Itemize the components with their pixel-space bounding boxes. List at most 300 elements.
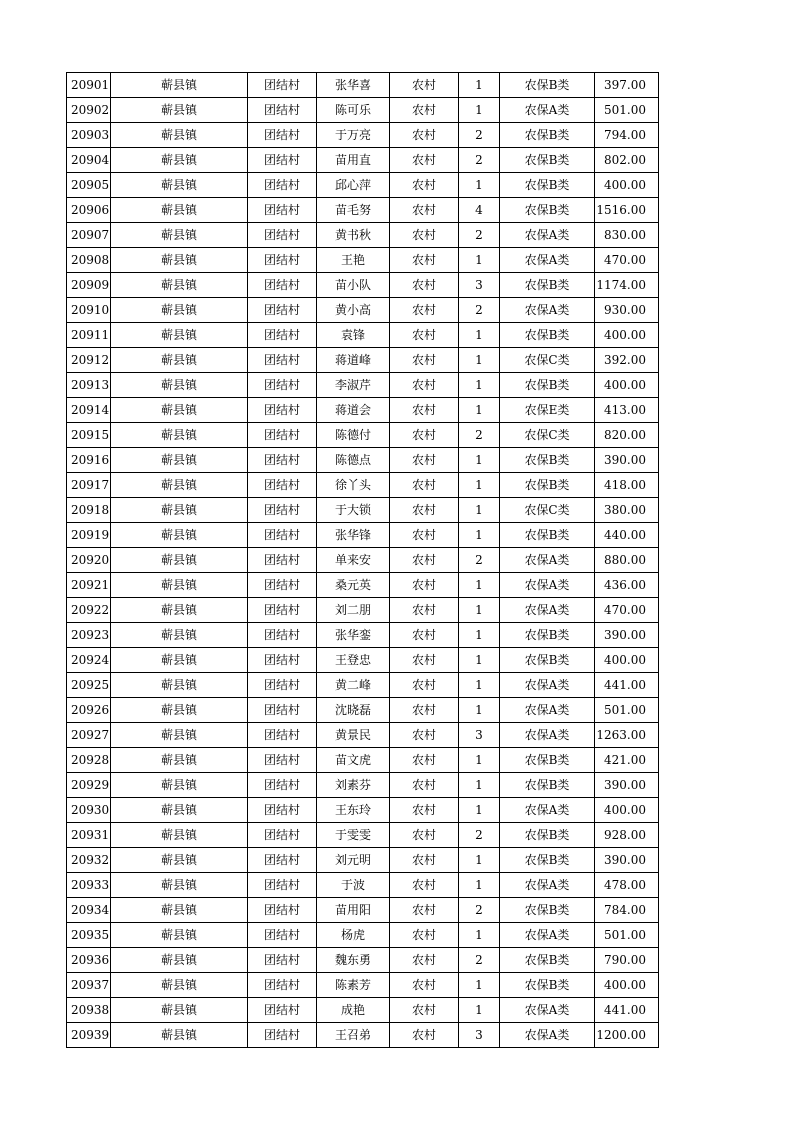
table-row — [67, 323, 659, 348]
category-cell: 农保C类 — [500, 348, 595, 373]
village-cell: 团结村 — [248, 448, 317, 473]
name-cell: 于波 — [317, 873, 390, 898]
household-type-cell: 农村 — [390, 498, 459, 523]
table-body — [67, 73, 659, 1048]
table-row — [67, 123, 659, 148]
category-cell: 农保A类 — [500, 248, 595, 273]
village-cell: 团结村 — [248, 523, 317, 548]
person-count-cell: 1 — [459, 473, 500, 498]
village-cell: 团结村 — [248, 898, 317, 923]
amount-cell: 830.00 — [595, 223, 659, 248]
village-cell: 团结村 — [248, 923, 317, 948]
person-count-cell: 2 — [459, 898, 500, 923]
household-type-cell: 农村 — [390, 923, 459, 948]
category-cell: 农保B类 — [500, 323, 595, 348]
person-count-cell: 2 — [459, 298, 500, 323]
person-count-cell: 1 — [459, 498, 500, 523]
person-count-cell: 2 — [459, 223, 500, 248]
town-cell: 蕲县镇 — [111, 73, 248, 98]
amount-cell: 421.00 — [595, 748, 659, 773]
category-cell: 农保A类 — [500, 1023, 595, 1048]
table-row — [67, 423, 659, 448]
household-type-cell: 农村 — [390, 423, 459, 448]
village-cell: 团结村 — [248, 148, 317, 173]
town-cell: 蕲县镇 — [111, 348, 248, 373]
household-type-cell: 农村 — [390, 348, 459, 373]
name-cell: 黄小高 — [317, 298, 390, 323]
person-count-cell: 2 — [459, 548, 500, 573]
category-cell: 农保A类 — [500, 598, 595, 623]
name-cell: 杨虎 — [317, 923, 390, 948]
table-row — [67, 273, 659, 298]
village-cell: 团结村 — [248, 573, 317, 598]
person-count-cell: 1 — [459, 73, 500, 98]
town-cell: 蕲县镇 — [111, 198, 248, 223]
village-cell: 团结村 — [248, 673, 317, 698]
id-cell: 20937 — [67, 973, 111, 998]
town-cell: 蕲县镇 — [111, 823, 248, 848]
id-cell: 20922 — [67, 598, 111, 623]
amount-cell: 390.00 — [595, 623, 659, 648]
town-cell: 蕲县镇 — [111, 398, 248, 423]
category-cell: 农保A类 — [500, 723, 595, 748]
village-cell: 团结村 — [248, 473, 317, 498]
id-cell: 20901 — [67, 73, 111, 98]
name-cell: 刘元明 — [317, 848, 390, 873]
village-cell: 团结村 — [248, 773, 317, 798]
id-cell: 20909 — [67, 273, 111, 298]
amount-cell: 794.00 — [595, 123, 659, 148]
category-cell: 农保B类 — [500, 648, 595, 673]
name-cell: 黄书秋 — [317, 223, 390, 248]
table-row — [67, 198, 659, 223]
table-row — [67, 98, 659, 123]
table-row — [67, 473, 659, 498]
id-cell: 20936 — [67, 948, 111, 973]
person-count-cell: 1 — [459, 348, 500, 373]
village-cell: 团结村 — [248, 1023, 317, 1048]
village-cell: 团结村 — [248, 973, 317, 998]
person-count-cell: 1 — [459, 648, 500, 673]
amount-cell: 400.00 — [595, 648, 659, 673]
table-row — [67, 973, 659, 998]
town-cell: 蕲县镇 — [111, 548, 248, 573]
category-cell: 农保B类 — [500, 848, 595, 873]
category-cell: 农保B类 — [500, 748, 595, 773]
amount-cell: 1200.00 — [595, 1023, 659, 1048]
amount-cell: 436.00 — [595, 573, 659, 598]
household-type-cell: 农村 — [390, 248, 459, 273]
table-row — [67, 748, 659, 773]
household-type-cell: 农村 — [390, 898, 459, 923]
category-cell: 农保B类 — [500, 973, 595, 998]
category-cell: 农保B类 — [500, 473, 595, 498]
name-cell: 王登忠 — [317, 648, 390, 673]
household-type-cell: 农村 — [390, 973, 459, 998]
person-count-cell: 3 — [459, 723, 500, 748]
person-count-cell: 1 — [459, 623, 500, 648]
table-row — [67, 848, 659, 873]
person-count-cell: 1 — [459, 973, 500, 998]
village-cell: 团结村 — [248, 273, 317, 298]
amount-cell: 1263.00 — [595, 723, 659, 748]
town-cell: 蕲县镇 — [111, 848, 248, 873]
category-cell: 农保C类 — [500, 498, 595, 523]
name-cell: 苗用直 — [317, 148, 390, 173]
town-cell: 蕲县镇 — [111, 573, 248, 598]
town-cell: 蕲县镇 — [111, 223, 248, 248]
id-cell: 20919 — [67, 523, 111, 548]
id-cell: 20928 — [67, 748, 111, 773]
name-cell: 袁锋 — [317, 323, 390, 348]
village-cell: 团结村 — [248, 123, 317, 148]
household-type-cell: 农村 — [390, 148, 459, 173]
town-cell: 蕲县镇 — [111, 598, 248, 623]
village-cell: 团结村 — [248, 823, 317, 848]
person-count-cell: 1 — [459, 98, 500, 123]
table-row — [67, 873, 659, 898]
person-count-cell: 2 — [459, 123, 500, 148]
table-row — [67, 648, 659, 673]
name-cell: 魏东勇 — [317, 948, 390, 973]
village-cell: 团结村 — [248, 373, 317, 398]
table-row — [67, 948, 659, 973]
id-cell: 20934 — [67, 898, 111, 923]
category-cell: 农保B类 — [500, 823, 595, 848]
name-cell: 黄景民 — [317, 723, 390, 748]
id-cell: 20910 — [67, 298, 111, 323]
person-count-cell: 2 — [459, 423, 500, 448]
village-cell: 团结村 — [248, 548, 317, 573]
amount-cell: 880.00 — [595, 548, 659, 573]
category-cell: 农保E类 — [500, 398, 595, 423]
amount-cell: 390.00 — [595, 773, 659, 798]
village-cell: 团结村 — [248, 323, 317, 348]
village-cell: 团结村 — [248, 498, 317, 523]
id-cell: 20930 — [67, 798, 111, 823]
town-cell: 蕲县镇 — [111, 948, 248, 973]
name-cell: 桑元英 — [317, 573, 390, 598]
village-cell: 团结村 — [248, 423, 317, 448]
amount-cell: 501.00 — [595, 98, 659, 123]
table-row — [67, 923, 659, 948]
household-type-cell: 农村 — [390, 73, 459, 98]
name-cell: 蒋道峰 — [317, 348, 390, 373]
name-cell: 沈晓磊 — [317, 698, 390, 723]
name-cell: 于雯雯 — [317, 823, 390, 848]
person-count-cell: 1 — [459, 398, 500, 423]
name-cell: 徐丫头 — [317, 473, 390, 498]
household-type-cell: 农村 — [390, 198, 459, 223]
table-row — [67, 373, 659, 398]
name-cell: 陈素芳 — [317, 973, 390, 998]
category-cell: 农保A类 — [500, 998, 595, 1023]
category-cell: 农保A类 — [500, 873, 595, 898]
amount-cell: 820.00 — [595, 423, 659, 448]
town-cell: 蕲县镇 — [111, 673, 248, 698]
category-cell: 农保A类 — [500, 923, 595, 948]
category-cell: 农保A类 — [500, 673, 595, 698]
amount-cell: 418.00 — [595, 473, 659, 498]
id-cell: 20912 — [67, 348, 111, 373]
person-count-cell: 1 — [459, 698, 500, 723]
table-row — [67, 573, 659, 598]
category-cell: 农保A类 — [500, 298, 595, 323]
village-cell: 团结村 — [248, 298, 317, 323]
amount-cell: 390.00 — [595, 448, 659, 473]
town-cell: 蕲县镇 — [111, 873, 248, 898]
village-cell: 团结村 — [248, 98, 317, 123]
town-cell: 蕲县镇 — [111, 173, 248, 198]
id-cell: 20935 — [67, 923, 111, 948]
id-cell: 20927 — [67, 723, 111, 748]
town-cell: 蕲县镇 — [111, 698, 248, 723]
household-type-cell: 农村 — [390, 223, 459, 248]
table-row — [67, 498, 659, 523]
person-count-cell: 3 — [459, 1023, 500, 1048]
name-cell: 张华锋 — [317, 523, 390, 548]
household-type-cell: 农村 — [390, 998, 459, 1023]
name-cell: 刘二朋 — [317, 598, 390, 623]
category-cell: 农保B类 — [500, 198, 595, 223]
table-row — [67, 248, 659, 273]
amount-cell: 441.00 — [595, 673, 659, 698]
category-cell: 农保A类 — [500, 548, 595, 573]
id-cell: 20914 — [67, 398, 111, 423]
amount-cell: 470.00 — [595, 248, 659, 273]
town-cell: 蕲县镇 — [111, 273, 248, 298]
village-cell: 团结村 — [248, 623, 317, 648]
household-type-cell: 农村 — [390, 723, 459, 748]
household-type-cell: 农村 — [390, 773, 459, 798]
household-type-cell: 农村 — [390, 373, 459, 398]
person-count-cell: 1 — [459, 773, 500, 798]
table-row — [67, 298, 659, 323]
town-cell: 蕲县镇 — [111, 748, 248, 773]
person-count-cell: 2 — [459, 148, 500, 173]
household-type-cell: 农村 — [390, 273, 459, 298]
amount-cell: 390.00 — [595, 848, 659, 873]
amount-cell: 400.00 — [595, 173, 659, 198]
id-cell: 20915 — [67, 423, 111, 448]
category-cell: 农保B类 — [500, 123, 595, 148]
household-type-cell: 农村 — [390, 323, 459, 348]
name-cell: 陈德付 — [317, 423, 390, 448]
person-count-cell: 1 — [459, 748, 500, 773]
amount-cell: 784.00 — [595, 898, 659, 923]
name-cell: 蒋道会 — [317, 398, 390, 423]
amount-cell: 441.00 — [595, 998, 659, 1023]
amount-cell: 930.00 — [595, 298, 659, 323]
town-cell: 蕲县镇 — [111, 898, 248, 923]
id-cell: 20902 — [67, 98, 111, 123]
amount-cell: 380.00 — [595, 498, 659, 523]
name-cell: 王东玲 — [317, 798, 390, 823]
village-cell: 团结村 — [248, 848, 317, 873]
person-count-cell: 1 — [459, 248, 500, 273]
village-cell: 团结村 — [248, 723, 317, 748]
table-row — [67, 223, 659, 248]
village-cell: 团结村 — [248, 598, 317, 623]
town-cell: 蕲县镇 — [111, 723, 248, 748]
name-cell: 邱心萍 — [317, 173, 390, 198]
amount-cell: 400.00 — [595, 798, 659, 823]
id-cell: 20911 — [67, 323, 111, 348]
household-type-cell: 农村 — [390, 748, 459, 773]
category-cell: 农保B类 — [500, 273, 595, 298]
village-cell: 团结村 — [248, 348, 317, 373]
household-type-cell: 农村 — [390, 548, 459, 573]
id-cell: 20905 — [67, 173, 111, 198]
category-cell: 农保B类 — [500, 948, 595, 973]
name-cell: 陈德点 — [317, 448, 390, 473]
table-row — [67, 148, 659, 173]
person-count-cell: 1 — [459, 573, 500, 598]
category-cell: 农保B类 — [500, 73, 595, 98]
id-cell: 20929 — [67, 773, 111, 798]
id-cell: 20917 — [67, 473, 111, 498]
id-cell: 20916 — [67, 448, 111, 473]
household-type-cell: 农村 — [390, 648, 459, 673]
town-cell: 蕲县镇 — [111, 423, 248, 448]
town-cell: 蕲县镇 — [111, 973, 248, 998]
person-count-cell: 1 — [459, 523, 500, 548]
category-cell: 农保A类 — [500, 798, 595, 823]
name-cell: 单来安 — [317, 548, 390, 573]
table-row — [67, 398, 659, 423]
village-cell: 团结村 — [248, 248, 317, 273]
household-type-cell: 农村 — [390, 673, 459, 698]
town-cell: 蕲县镇 — [111, 648, 248, 673]
table-row — [67, 623, 659, 648]
name-cell: 苗毛努 — [317, 198, 390, 223]
household-type-cell: 农村 — [390, 698, 459, 723]
table-row — [67, 823, 659, 848]
town-cell: 蕲县镇 — [111, 523, 248, 548]
town-cell: 蕲县镇 — [111, 98, 248, 123]
name-cell: 苗小队 — [317, 273, 390, 298]
table-row — [67, 448, 659, 473]
table-row — [67, 348, 659, 373]
name-cell: 苗文虎 — [317, 748, 390, 773]
household-type-cell: 农村 — [390, 948, 459, 973]
village-cell: 团结村 — [248, 798, 317, 823]
town-cell: 蕲县镇 — [111, 473, 248, 498]
id-cell: 20907 — [67, 223, 111, 248]
household-type-cell: 农村 — [390, 448, 459, 473]
person-count-cell: 3 — [459, 273, 500, 298]
town-cell: 蕲县镇 — [111, 448, 248, 473]
category-cell: 农保A类 — [500, 98, 595, 123]
household-type-cell: 农村 — [390, 123, 459, 148]
id-cell: 20932 — [67, 848, 111, 873]
amount-cell: 440.00 — [595, 523, 659, 548]
town-cell: 蕲县镇 — [111, 123, 248, 148]
amount-cell: 928.00 — [595, 823, 659, 848]
village-cell: 团结村 — [248, 748, 317, 773]
id-cell: 20923 — [67, 623, 111, 648]
id-cell: 20933 — [67, 873, 111, 898]
category-cell: 农保C类 — [500, 423, 595, 448]
village-cell: 团结村 — [248, 698, 317, 723]
person-count-cell: 1 — [459, 848, 500, 873]
town-cell: 蕲县镇 — [111, 148, 248, 173]
household-type-cell: 农村 — [390, 523, 459, 548]
household-type-cell: 农村 — [390, 1023, 459, 1048]
name-cell: 李淑芹 — [317, 373, 390, 398]
name-cell: 成艳 — [317, 998, 390, 1023]
person-count-cell: 1 — [459, 923, 500, 948]
category-cell: 农保A类 — [500, 223, 595, 248]
table-row — [67, 998, 659, 1023]
household-type-cell: 农村 — [390, 823, 459, 848]
town-cell: 蕲县镇 — [111, 998, 248, 1023]
person-count-cell: 2 — [459, 823, 500, 848]
name-cell: 刘素芬 — [317, 773, 390, 798]
category-cell: 农保B类 — [500, 148, 595, 173]
village-cell: 团结村 — [248, 173, 317, 198]
person-count-cell: 1 — [459, 373, 500, 398]
id-cell: 20931 — [67, 823, 111, 848]
id-cell: 20926 — [67, 698, 111, 723]
amount-cell: 802.00 — [595, 148, 659, 173]
id-cell: 20903 — [67, 123, 111, 148]
household-type-cell: 农村 — [390, 398, 459, 423]
id-cell: 20913 — [67, 373, 111, 398]
name-cell: 张华喜 — [317, 73, 390, 98]
town-cell: 蕲县镇 — [111, 798, 248, 823]
name-cell: 黄二峰 — [317, 673, 390, 698]
person-count-cell: 1 — [459, 598, 500, 623]
id-cell: 20924 — [67, 648, 111, 673]
town-cell: 蕲县镇 — [111, 248, 248, 273]
village-cell: 团结村 — [248, 998, 317, 1023]
town-cell: 蕲县镇 — [111, 923, 248, 948]
village-cell: 团结村 — [248, 948, 317, 973]
table-row — [67, 548, 659, 573]
household-type-cell: 农村 — [390, 623, 459, 648]
table-row — [67, 773, 659, 798]
person-count-cell: 2 — [459, 948, 500, 973]
household-type-cell: 农村 — [390, 848, 459, 873]
id-cell: 20939 — [67, 1023, 111, 1048]
town-cell: 蕲县镇 — [111, 773, 248, 798]
category-cell: 农保B类 — [500, 773, 595, 798]
town-cell: 蕲县镇 — [111, 373, 248, 398]
amount-cell: 501.00 — [595, 923, 659, 948]
town-cell: 蕲县镇 — [111, 298, 248, 323]
table-row — [67, 173, 659, 198]
town-cell: 蕲县镇 — [111, 498, 248, 523]
amount-cell: 400.00 — [595, 323, 659, 348]
person-count-cell: 1 — [459, 673, 500, 698]
table-row — [67, 698, 659, 723]
id-cell: 20938 — [67, 998, 111, 1023]
category-cell: 农保B类 — [500, 373, 595, 398]
table-row — [67, 73, 659, 98]
category-cell: 农保B类 — [500, 523, 595, 548]
name-cell: 于万亮 — [317, 123, 390, 148]
person-count-cell: 1 — [459, 873, 500, 898]
name-cell: 王召弟 — [317, 1023, 390, 1048]
amount-cell: 392.00 — [595, 348, 659, 373]
person-count-cell: 4 — [459, 198, 500, 223]
id-cell: 20918 — [67, 498, 111, 523]
data-table — [66, 72, 659, 1048]
person-count-cell: 1 — [459, 998, 500, 1023]
amount-cell: 1174.00 — [595, 273, 659, 298]
category-cell: 农保A类 — [500, 698, 595, 723]
